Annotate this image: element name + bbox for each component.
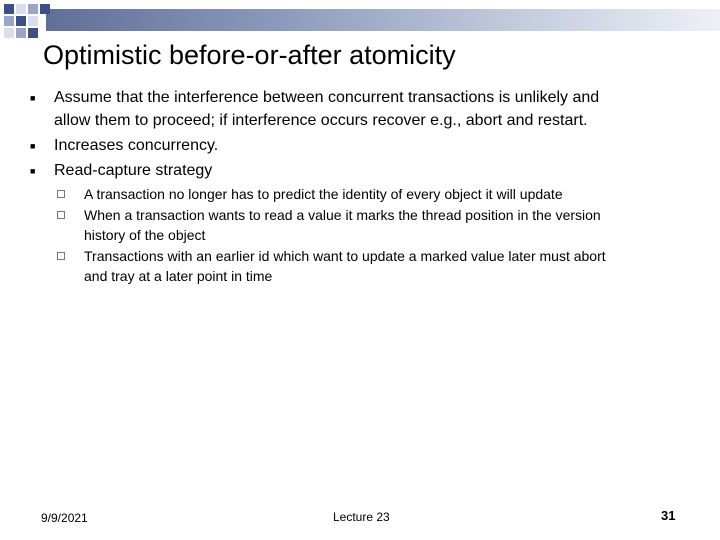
slide-number: 31 <box>661 508 676 523</box>
decor-square <box>16 16 26 26</box>
sub-bullet-text-line: history of the object <box>84 227 206 243</box>
decor-square <box>40 4 50 14</box>
sub-bullet-text-line: When a transaction wants to read a value it marks the thread position in the version <box>84 206 601 223</box>
footer-lecture-label: Lecture 23 <box>333 510 390 524</box>
decor-square <box>16 28 26 38</box>
decor-square <box>28 16 38 26</box>
sub-bullet-item <box>30 184 690 205</box>
decor-square <box>28 4 38 14</box>
bullet-item <box>30 134 690 157</box>
sub-bullet-text-line: A transaction no longer has to predict the identity of every object it will update <box>84 186 563 202</box>
bullet-item <box>30 86 690 132</box>
sub-bullet-item <box>30 246 690 287</box>
decor-square <box>28 28 38 38</box>
hollow-square-bullet-icon <box>57 211 65 219</box>
decor-square <box>4 28 14 38</box>
footer-date: 9/9/2021 <box>41 511 88 525</box>
bullet-text-line: Increases concurrency. <box>54 137 219 154</box>
decor-square <box>4 4 14 14</box>
decor-square <box>4 16 14 26</box>
sub-bullet-text-line: Transactions with an earlier id which want to update a marked value later must abort <box>84 247 606 264</box>
square-bullet-icon: ■ <box>30 166 36 176</box>
square-bullet-icon: ■ <box>30 93 36 103</box>
bullet-text-line: Assume that the interference between concurrent transactions is unlikely and <box>54 89 600 106</box>
sub-bullet-text-line: and tray at a later point in time <box>84 268 273 284</box>
bullet-item <box>30 159 690 182</box>
decor-square <box>16 4 26 14</box>
square-bullet-icon: ■ <box>30 141 36 151</box>
sub-bullet-item <box>30 205 690 246</box>
slide-title: Optimistic before-or-after atomicity <box>43 40 456 70</box>
hollow-square-bullet-icon <box>57 252 65 260</box>
slide-content <box>30 86 690 287</box>
header-gradient-bar <box>46 9 720 31</box>
bullet-text-line: Read-capture strategy <box>54 162 213 179</box>
bullet-text-line: allow them to proceed; if interference occurs recover e.g., abort and restart. <box>54 112 588 129</box>
hollow-square-bullet-icon <box>57 190 65 198</box>
